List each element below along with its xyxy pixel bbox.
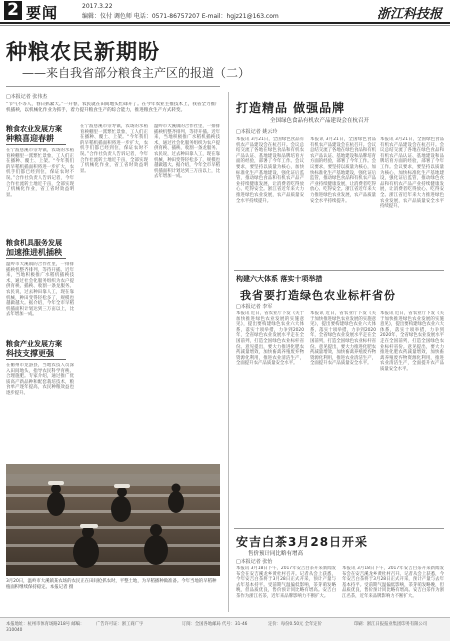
main-headline: 种粮农民新期盼 <box>6 39 160 64</box>
article-column: 本报讯 近日，省农业厅下发《关于加快推进绿色农业发展的实施意见》，提出要构建绿色农业六大体系，落实十项举措，力争到2020年，全省绿色农业发展水平走在全国前列，打造全国绿色农业标杆省份。意见提出，要大力推进化肥农药减量增效，加快畜禽养殖废弃物资源化利用，推进农业清洁生产，全面提升农产品质量安全水平。 <box>380 311 444 372</box>
article-column: 本报讯 3月21日，全国绿色食品有机农产品建设会在杭召开。会议总结交流了各地在绿色食品和有机农产品认证、基地建设和品牌培育方面的经验，部署了今年工作。会议要求，要坚持以质量为核心，加快标准化生产基地建设，强化证后监管，推动绿色食品和有机农产品产业持续健康发展，让消费者吃得放心、吃得安全。浙江省近年来大力推进绿色农业发展，农产品质量安全水平持续提升。 <box>380 137 444 210</box>
article-headline: 我省要打造绿色农业标杆省份 <box>240 289 396 302</box>
main-subheadline: ——来自我省部分粮食主产区的报道（二） <box>22 66 251 80</box>
article-column: 本报讯 3月18日下午，2017年安吉白茶开采新闻发布会在安吉溪龙乡黄杜村召开。记者从会上获悉，今年安吉白茶将于3月28日正式开采，预计产量与去年基本持平。受前期气温偏低影响，茶芽萌发略晚，但品质优良，售价预计同比略有增高。安吉白茶作为浙江名茶，近年来品牌影响力不断扩大。 <box>342 566 444 599</box>
divider <box>6 258 66 259</box>
footer-license: 广告许可证：浙工商广字 <box>96 622 144 627</box>
page-footer <box>0 617 450 641</box>
editor-contact: 编辑：仪付 调色师 电话：0571-86757207 E-mail：hgjz21@163.com <box>82 13 279 20</box>
byline: □本报记者 李军 <box>236 304 273 310</box>
section-heading: 种粮喜迎春耕 <box>6 134 54 143</box>
article-column: 温岭市大溪镇的合作社里，一排排插秧机整齐排列，等待开插。近年来，当地积极推广水稻机插秧技术，通过社会化服务组织为农户提供育秧、插秧、收割一条龙服务。农民说，过去种田靠人工，现在靠机械，种田变得轻松多了，规模也越做越大。据介绍，今年全市早稻机插面积计划达到三万亩以上，比去年增加一成。 <box>154 124 220 180</box>
column-divider <box>228 92 229 612</box>
article-headline: 打造精品 做强品牌 <box>236 101 346 115</box>
issue-date: 2017.3.22 <box>82 3 113 10</box>
article-column: 本报讯 3月21日，全国绿色食品有机农产品建设会在杭召开。会议总结交流了各地在绿色食品和有机农产品认证、基地建设和品牌培育方面的经验，部署了今年工作。会议要求，要坚持以质量为核心，加快标准化生产基地建设，强化证后监管，推动绿色食品和有机农产品产业持续健康发展，让消费者吃得放心、吃得安全。浙江省近年来大力推进绿色农业发展，农产品质量安全水平持续提升。 <box>310 137 376 204</box>
photo-caption: 3月20日，温岭市大溪镇某农场的农民正在田间抢抓农时，平整土地，为早稻播种做准备。今年当地的早稻种植面积继续保持稳定。本报记者 摄 <box>6 579 217 590</box>
page-number: 2 <box>4 1 22 20</box>
header-rule-thin <box>0 25 450 26</box>
divider <box>6 144 66 145</box>
byline: □本报记者 张怡 <box>236 559 273 565</box>
footer-subscription: 订阅：全国各地邮局 代号：31-46 <box>182 622 248 627</box>
article-column: 在宁波慈溪市崇寿镇，农场的水稻育秧棚里一派繁忙景象，工人们正在播种、覆土、上架。“今年我们的早稻机插面积将进一步扩大，农机手们都已经到位，保证农时不误。”合作社负责人告诉记者，今年合作社流转土地近千亩，全部实现了机械化作业，省工省时效益明显。 <box>80 124 148 174</box>
byline: □本报记者 张伟杰 <box>6 94 48 100</box>
field-work-photo <box>6 464 220 576</box>
divider <box>6 359 66 360</box>
byline: □本报记者 姚云玲 <box>236 129 278 135</box>
section-heading: 科技支撑更强 <box>6 349 54 358</box>
footer-printer: 印刷：浙江日报报业集团印务有限公司 <box>354 622 428 627</box>
divider <box>234 528 444 529</box>
article-column: 在宁波慈溪市崇寿镇，农场的水稻育秧棚里一派繁忙景象，工人们正在播种、覆土、上架。“今年我们的早稻机插面积将进一步扩大，农机手们都已经到位，保证农时不误。”合作社负责人告诉记者，今年合作社流转土地近千亩，全部实现了机械化作业，省工省时效益明显。 <box>6 148 74 198</box>
divider <box>234 270 444 271</box>
header-rule <box>0 22 450 24</box>
section-title: 要闻 <box>26 4 59 22</box>
article-column: 本报讯 3月18日下午，2017年安吉白茶开采新闻发布会在安吉溪龙乡黄杜村召开。记者从会上获悉，今年安吉白茶将于3月28日正式开采，预计产量与去年基本持平。受前期气温偏低影响，茶芽萌发略晚，但品质优良，售价预计同比略有增高。安吉白茶作为浙江名茶，近年来品牌影响力不断扩大。 <box>236 566 336 599</box>
divider <box>6 86 220 87</box>
article-subheadline: 售价预计同比略有增高 <box>248 551 304 557</box>
page-header <box>0 0 450 22</box>
section-heading: 加速推进机插秧 <box>6 248 62 257</box>
news-photo <box>6 464 220 576</box>
lead-paragraph: “节气不等人，春日抓紧天。”一开春，农民就在田间地头忙碌开了。在今年农业主推技术上，我省全力推广机插秧，以机械化作业为抓手，着力提升粮食生产的综合能力，推进粮食生产方式转变。 <box>6 102 220 113</box>
section-kicker: 粮食产业发展方案 <box>6 340 62 348</box>
newspaper-name: 浙江科技报 <box>376 7 442 22</box>
article-column: 温岭市大溪镇的合作社里，一排排插秧机整齐排列，等待开插。近年来，当地积极推广水稻机插秧技术，通过社会化服务组织为农户提供育秧、插秧、收割一条龙服务。农民说，过去种田靠人工，现在靠机械，种田变得轻松多了，规模也越做越大。据介绍，今年全市早稻机插面积计划达到三万亩以上，比去年增加一成。 <box>6 262 74 318</box>
article-headline: 安吉白茶3月28日开采 <box>236 535 369 549</box>
article-column: 本报讯 近日，省农业厅下发《关于加快推进绿色农业发展的实施意见》，提出要构建绿色农业六大体系，落实十项举措，力争到2020年，全省绿色农业发展水平走在全国前列，打造全国绿色农业标杆省份。意见提出，要大力推进化肥农药减量增效，加快畜禽养殖废弃物资源化利用，推进农业清洁生产，全面提升农产品质量安全水平。 <box>310 311 376 367</box>
article-kicker: 构建六大体系 落实十项举措 <box>236 275 323 283</box>
article-subheadline: 全国绿色食品有机农产品建设会在杭召开 <box>270 118 370 124</box>
article-column: 本报讯 3月21日，全国绿色食品有机农产品建设会在杭召开。会议总结交流了各地在绿色食品和有机农产品认证、基地建设和品牌培育方面的经验，部署了今年工作。会议要求，要坚持以质量为核心，加快标准化生产基地建设，强化证后监管，推动绿色食品和有机农产品产业持续健康发展，让消费者吃得放心、吃得安全。浙江省近年来大力推进绿色农业发展，农产品质量安全水平持续提升。 <box>236 137 304 204</box>
section-kicker: 粮食机具服务发展 <box>6 239 62 247</box>
footer-address: 本报地址：杭州市体育场路218号 邮编：310040 <box>6 622 85 633</box>
article-column: 在衢州市龙游县，当地农技人员深入田间地头，指导农民科学育秧、合理施肥。专家介绍，通过推广优质高产新品种和配套栽培技术，粮食单产逐年提高，农民种粮效益也逐步提升。 <box>6 363 74 396</box>
section-kicker: 粮食农业发展方案 <box>6 125 62 133</box>
footer-price: 定价：每份0.50元 全年定价 <box>268 622 322 627</box>
article-column: 本报讯 近日，省农业厅下发《关于加快推进绿色农业发展的实施意见》，提出要构建绿色农业六大体系，落实十项举措，力争到2020年，全省绿色农业发展水平走在全国前列，打造全国绿色农业标杆省份。意见提出，要大力推进化肥农药减量增效，加快畜禽养殖废弃物资源化利用，推进农业清洁生产，全面提升农产品质量安全水平。 <box>236 311 304 367</box>
